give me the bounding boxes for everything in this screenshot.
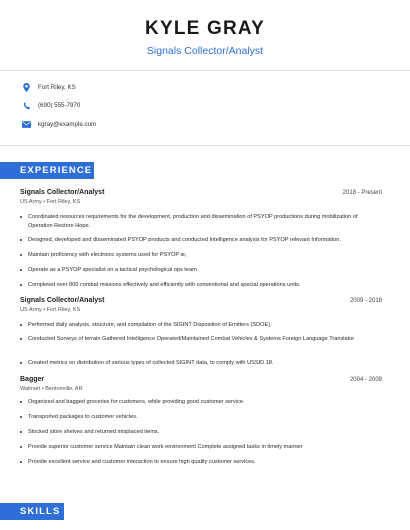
header-divider xyxy=(0,70,410,71)
phone-text[interactable]: (690) 555-7970 xyxy=(38,102,81,109)
job-dates: 2009 - 2018 xyxy=(349,298,382,304)
contact-list xyxy=(22,82,96,138)
job-dates: 2004 - 2009 xyxy=(349,377,382,383)
job-employer-line: US Army • Fort Riley, KS xyxy=(20,307,81,313)
resume-header xyxy=(0,0,410,58)
list-item: Designed, developed and disseminated PSYOP products and conducted Intelligence analysis for PSYOP relevant Information. xyxy=(28,236,382,245)
list-item: Coordinated resources requirements for the development, production and dissemination of PSYOP productions during mobilization of Operation Restore Hope. xyxy=(28,213,382,230)
job-employer: Walmart xyxy=(20,386,41,392)
job-entry xyxy=(20,297,382,366)
phone-icon xyxy=(22,101,31,110)
list-item: Completed over 800 combat missions effectively and efficiently with conventional and special operations units. xyxy=(28,281,382,290)
job-dates: 2018 - Present xyxy=(342,190,382,196)
map-pin-icon xyxy=(22,83,31,92)
list-item: Provide superior customer service Maintain clean work environment Complete assigned tasks in timely manner xyxy=(28,443,382,452)
list-item: Created metrics on distribution of various types of collected SIGINT data, to comply with USSID 18. xyxy=(28,359,382,368)
job-location: Fort Riley, KS xyxy=(46,199,81,205)
job-employer: US Army xyxy=(20,199,42,205)
job-title: Bagger xyxy=(20,376,45,383)
job-location: Fort Riley, KS xyxy=(46,307,81,313)
job-entry xyxy=(20,189,382,288)
job-entry xyxy=(20,376,382,465)
contact-divider xyxy=(0,145,410,146)
location-text: Fort Riley, KS xyxy=(38,83,76,91)
job-employer-line: US Army • Fort Riley, KS xyxy=(20,199,81,205)
list-item: Maintain proficiency with electronic systems used for PSYOP ie, xyxy=(28,251,382,260)
job-title: Signals Collector/Analyst xyxy=(20,297,105,304)
list-item: Transported packages to customer vehicles. xyxy=(28,413,382,422)
list-item: Provide excellent service and customer interaction to ensure high quality customer services. xyxy=(28,458,382,467)
section-skills-heading xyxy=(0,503,64,520)
list-item: Operate as a PSYOP specialist on a tactical psychological ops team. xyxy=(28,266,382,275)
list-item: Performed daily analysis, structure, and compilation of the SIGINT Disposition of Emitters (SDOE). xyxy=(28,321,382,330)
job-title: Signals Collector/Analyst xyxy=(20,189,105,196)
candidate-name: KYLE GRAY xyxy=(145,18,265,39)
contact-location xyxy=(22,82,96,92)
job-employer: US Army xyxy=(20,307,42,313)
contact-phone xyxy=(22,101,96,111)
email-text[interactable]: kgray@example.com xyxy=(38,120,97,128)
email-icon xyxy=(22,120,31,129)
section-experience-heading xyxy=(0,162,94,179)
section-experience-label: EXPERIENCE xyxy=(20,165,93,176)
list-item: Organized and bagged groceries for customers, while providing good customer service. xyxy=(28,398,382,407)
candidate-title: Signals Collector/Analyst xyxy=(146,45,264,57)
list-item: Stocked store shelves and returned misplaced items. xyxy=(28,428,382,437)
job-location: Bentonville, AR xyxy=(45,386,83,392)
job-employer-line: Walmart • Bentonville, AR xyxy=(20,386,83,392)
contact-email xyxy=(22,119,96,129)
list-item: Conducted Surveys of terrain Gathered Intelligence Operated/Maintained Combat Vehicles & Systems Foreign Language Translator xyxy=(28,335,382,344)
section-skills-label: SKILLS xyxy=(20,506,61,517)
